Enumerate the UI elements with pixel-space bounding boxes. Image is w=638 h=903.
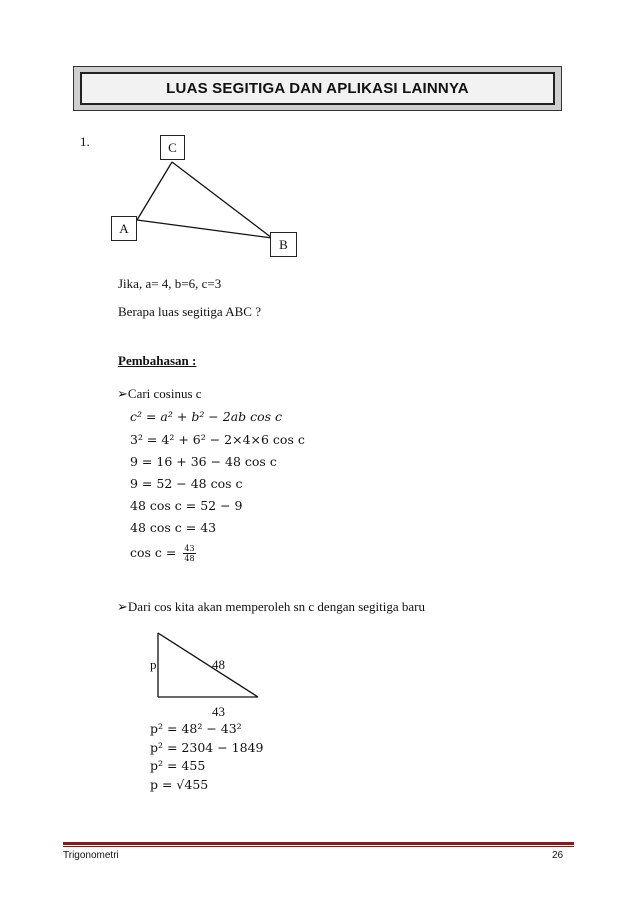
equation-line-3: 9 = 16 + 36 − 48 cos c (130, 454, 277, 469)
given-values: Jika, a= 4, b=6, c=3 (118, 276, 222, 291)
question-text: Berapa luas segitiga ABC ? (118, 304, 261, 319)
arrow-bullet-icon: ➢ (117, 386, 128, 401)
cos-fraction (183, 544, 195, 563)
cos-fraction-line (130, 544, 196, 563)
page-number: 26 (552, 850, 564, 861)
footer-rule-thin (63, 846, 574, 847)
side-ca (137, 162, 172, 220)
small-triangle-label-p: p (150, 657, 157, 672)
fraction-denominator: 48 (184, 554, 195, 563)
cos-fraction-prefix: cos c = (130, 545, 177, 560)
p-equation-line-4: p = √455 (150, 777, 209, 792)
step1-label: Cari cosinus c (127, 386, 202, 401)
solution-heading: Pembahasan : (118, 353, 197, 368)
small-triangle-label-base: 43 (212, 704, 225, 719)
equation-line-1: c² = a² + b² − 2ab cos c (130, 409, 283, 424)
fraction-numerator: 43 (184, 544, 195, 553)
vertex-b-label: B (270, 232, 297, 257)
problem-number: 1. (80, 134, 90, 149)
arrow-bullet-icon: ➢ (117, 599, 128, 614)
p-equation-line-1: p² = 48² − 43² (150, 721, 242, 736)
page-title: LUAS SEGITIGA DAN APLIKASI LAINNYA (166, 80, 469, 97)
small-triangle-label-hypotenuse: 48 (212, 657, 225, 672)
step2-item (117, 599, 425, 615)
small-hypotenuse (158, 633, 258, 697)
equation-line-6: 48 cos c = 43 (130, 520, 217, 535)
equation-line-5: 48 cos c = 52 − 9 (130, 498, 243, 513)
p-equation-line-3: p² = 455 (150, 758, 206, 773)
vertex-c-label: C (160, 135, 185, 160)
equation-line-4: 9 = 52 − 48 cos c (130, 476, 243, 491)
step2-label: Dari cos kita akan memperoleh sn c dengan segitiga baru (127, 599, 425, 614)
footer-rule-thick (63, 842, 574, 845)
p-equation-line-2: p² = 2304 − 1849 (150, 740, 264, 755)
vertex-a-label: A (111, 216, 137, 241)
footer-subject: Trigonometri (63, 850, 119, 861)
step1-item (117, 386, 202, 402)
equation-line-2: 3² = 4² + 6² − 2×4×6 cos c (130, 432, 305, 447)
